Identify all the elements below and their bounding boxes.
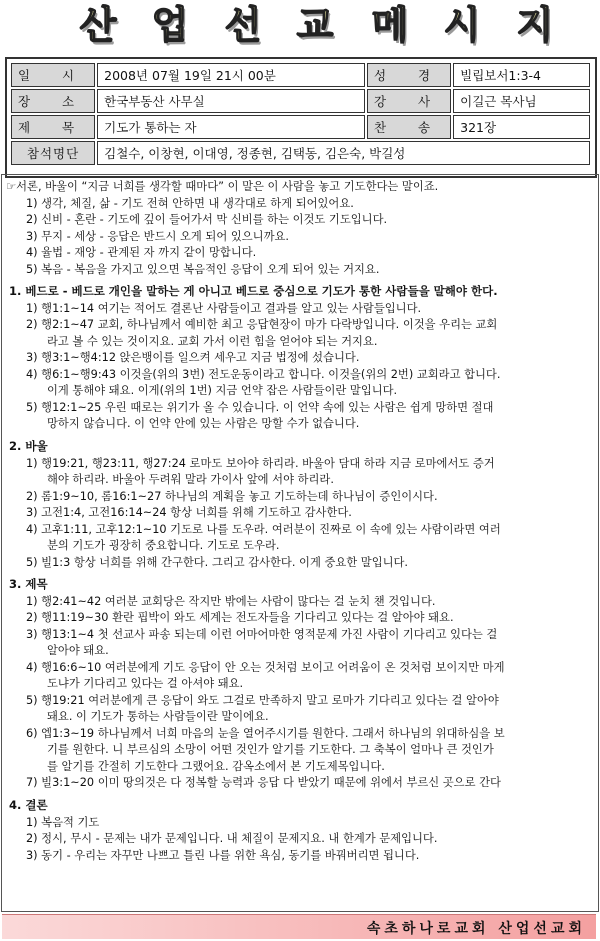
body-line: 기를 원한다. 니 부르심의 소망이 어떤 것인가 알기를 기도한다. 그 축복이 얼마나 큰 것인가 [47, 743, 494, 757]
body-line: 돼요. 이 기도가 통하는 사람들이란 말이에요. [47, 710, 269, 724]
place-label: 장 소 [11, 89, 95, 113]
body-line: 2) 롬1:9~10, 롬16:1~27 하나님의 계획을 놓고 기도하는데 하나님이 증인이시다. [26, 489, 438, 503]
topic-label: 제 목 [11, 115, 95, 139]
section-heading: 2. 바울 [9, 438, 48, 453]
body-line: 2) 신비 - 혼란 - 기도에 깊이 들어가서 막 신비를 하는 이것도 기도입니다. [26, 213, 388, 226]
body-line: 3) 행13:1~4 첫 선교사 파송 되는데 이런 어마어마한 영적문제 가진 사람이 기다리고 있다는 걸 [26, 627, 498, 641]
body-line: 4) 율법 - 재앙 - 관계된 자 까지 같이 망합니다. [26, 246, 257, 259]
body-line: 4) 행6:1~행9:43 이것을(위의 3번) 전도운동이라고 합니다. 이것을(위의 2번) 교회라고 합니다. [26, 367, 501, 381]
body-line: 5) 행19:21 여러분에게 큰 응답이 와도 그걸로 만족하지 말고 로마가 기다리고 있다는 걸 알아야 [26, 693, 499, 707]
body-line: 5) 빌1:3 항상 너희를 위해 간구한다. 그리고 감사한다. 이게 중요한 말입니다. [26, 555, 409, 569]
title-char: 업 [151, 3, 189, 47]
hymn-label: 찬 송 [367, 115, 451, 139]
body-line: 를 알기를 간절히 기도한다 그랬어요. 감옥소에서 본 기도제목입니다. [47, 759, 385, 773]
title-char: 산 [79, 3, 117, 47]
speaker-value: 이길근 목사님 [453, 89, 590, 113]
body-line: 4) 고후1:11, 고후12:1~10 기도로 나를 도우라. 여러분이 진짜로 이 속에 있는 사람이라면 여러 [26, 522, 501, 536]
body-line: 3) 동기 - 우리는 자꾸만 나쁘고 틀린 나를 위한 욕심, 동기를 바꿔버리면 됩니다. [26, 848, 420, 862]
body-line: 2) 행11:19~30 환란 핍박이 와도 세계는 전도자들을 기다리고 있다는 걸 알아야 돼요. [26, 611, 454, 625]
speaker-label: 강 사 [367, 89, 451, 113]
topic-value: 기도가 통하는 자 [97, 115, 365, 139]
title-char: 선 [224, 3, 262, 47]
section-heading: 1. 베드로 - 베드로 개인을 말하는 게 아니고 베드로 중심으로 기도가 통한 사람들을 말해야 한다. [9, 284, 498, 298]
body-line: 1) 복음적 기도 [26, 815, 100, 829]
body-line: 이게 통해야 돼요. 이게(위의 1번) 지금 언약 잡은 사람들이란 말입니다. [47, 384, 398, 398]
body-line: 5) 복음 - 복음을 가지고 있으면 복음적인 응답이 오게 되어 있는 거지요. [26, 262, 380, 276]
bible-value: 빌립보서1:3-4 [453, 63, 590, 87]
section-heading: 4. 결론 [9, 797, 48, 812]
attendee-label: 참석명단 [11, 141, 95, 165]
info-box [5, 57, 597, 178]
body-line: 1) 행1:1~14 여기는 적어도 결론난 사람들이고 결과를 알고 있는 사람들입니다. [26, 301, 422, 315]
body-line: 6) 엡1:3~19 하나님께서 너희 마음의 눈을 열어주시기를 원한다. 그래서 하나님의 위대하심을 보 [26, 726, 505, 740]
body-line: 7) 빌3:1~20 이미 땅의것은 다 정복할 능력과 응답 다 받았기 때문에 위에서 부르신 곳으로 간다 [26, 776, 501, 790]
body-line: 2) 행2:1~47 교회, 하나님께서 예비한 최고 응답현장이 마가 다락방입니다. 이것을 우리는 교회 [26, 318, 498, 332]
footer-church-name: 속초하나로교회 산업선교회 [366, 921, 586, 937]
body-line: 해야 하리라. 바울아 두려워 말라 가이사 앞에 서야 하리라. [47, 473, 334, 487]
body-line: 2) 정시, 무시 - 문제는 내가 문제입니다. 내 체질이 문제지요. 내 한계가 문제입니다. [26, 832, 438, 846]
body-line: 5) 행12:1~25 우린 때로는 위기가 올 수 있습니다. 이 언약 속에 있는 사람은 쉽게 망하면 절대 [26, 400, 494, 414]
sermon-body [1, 174, 599, 912]
place-value: 한국부동산 사무실 [97, 89, 365, 113]
intro-line: ☞서론, 바울이 “지금 너희를 생각할 때마다” 이 말은 이 사람을 놓고 기도한다는 말이죠. [6, 180, 439, 193]
hymn-value: 321장 [453, 115, 590, 139]
body-line: 분의 기도가 굉장히 중요합니다. 기도로 도우라. [47, 539, 280, 553]
title-char: 교 [296, 3, 334, 47]
info-table [9, 61, 592, 167]
section-heading: 3. 제목 [9, 577, 48, 592]
body-line: 라고 볼 수 있는 것이지요. 교회 가서 이런 힘을 얻어야 되는 거지요. [47, 334, 378, 348]
date-value: 2008년 07월 19일 21시 00분 [97, 63, 365, 87]
body-line: 1) 생각, 체질, 삶 - 기도 전혀 안하면 내 생각대로 하게 되어있어요. [26, 196, 354, 210]
body-line: 3) 무지 - 세상 - 응답은 반드시 오게 되어 있으니까요. [26, 229, 290, 243]
body-line: 1) 행19:21, 행23:11, 행27:24 로마도 보아야 하리라. 바울아 담대 하라 지금 로마에서도 증거 [26, 456, 495, 470]
body-line: 4) 행16:6~10 여러분에게 기도 응답이 안 오는 것처럼 보이고 어려움이 온 것처럼 보이지만 마게 [26, 660, 505, 674]
footer-bar [2, 914, 596, 939]
body-line: 알아야 돼요. [47, 644, 109, 658]
title-char: 지 [516, 3, 554, 47]
body-line: 3) 고전1:4, 고전16:14~24 항상 너희를 위해 기도하고 감사한다. [26, 506, 352, 520]
date-label: 일 시 [11, 63, 95, 87]
body-line: 1) 행2:41~42 여러분 교회당은 작지만 밖에는 사람이 많다는 걸 눈치 챈 것입니다. [26, 594, 436, 608]
title-char: 시 [443, 3, 481, 47]
body-line: 3) 행3:1~행4:12 앉은뱅이를 일으켜 세우고 지금 법정에 섰습니다. [26, 351, 360, 365]
title-char: 메 [371, 3, 409, 47]
body-line: 망하지 않습니다. 이 언약 안에 있는 사람은 망할 수가 없습니다. [47, 417, 360, 431]
bible-label: 성 경 [367, 63, 451, 87]
attendee-list: 김철수, 이창현, 이대영, 정종현, 김택동, 김은숙, 박길성 [97, 141, 590, 165]
page-title [0, 0, 600, 52]
body-line: 도냐가 기다리고 있다는 걸 아셔야 돼요. [47, 677, 244, 691]
